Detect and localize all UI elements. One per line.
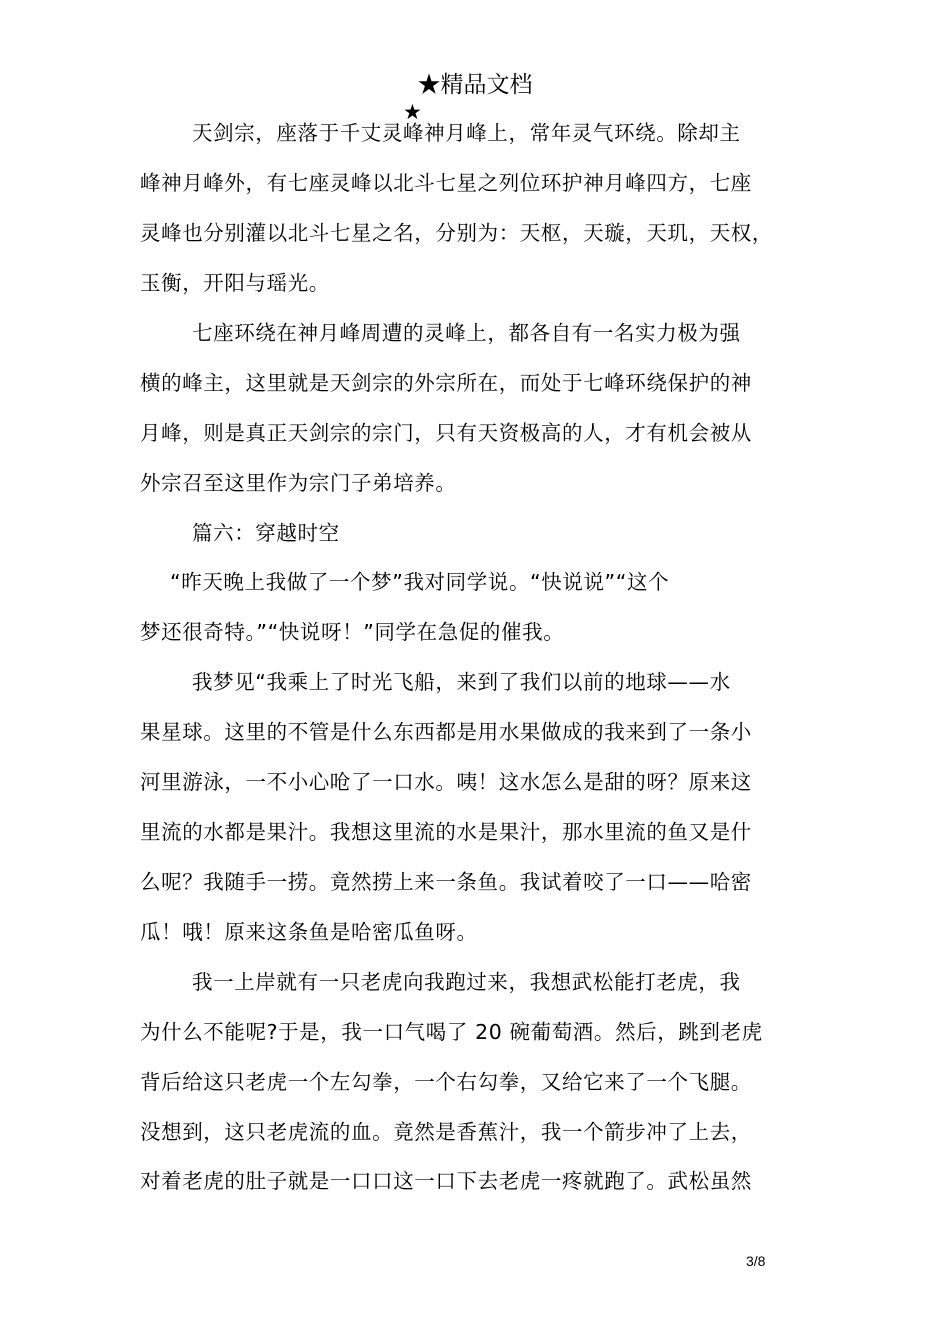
text-line: 外宗召至这里作为宗门子弟培养。 [140, 471, 457, 495]
text-line: 灵峰也分别灌以北斗七星之名，分别为：天枢，天璇，天玑，天权， [140, 221, 773, 245]
text-line: 背后给这只老虎一个左勾拳，一个右勾拳，又给它来了一个飞腿。 [140, 1070, 752, 1094]
text-line: 瓜！哦！原来这条鱼是哈密瓜鱼呀。 [140, 920, 478, 944]
star-glyph: ★ [403, 100, 422, 124]
text-line: 为什么不能呢?于是，我一口气喝了 20 碗葡萄酒。然后，跳到老虎 [140, 1020, 763, 1044]
text-line: 里流的水都是果汁。我想这里流的水是果汁，那水里流的鱼又是什 [140, 820, 752, 844]
text-line: 我一上岸就有一只老虎向我跑过来，我想武松能打老虎，我 [192, 970, 741, 994]
text-line: 我梦见“我乘上了时光飞船，来到了我们以前的地球——水 [192, 670, 731, 694]
text-line: 没想到，这只老虎流的血。竟然是香蕉汁，我一个箭步冲了上去， [140, 1120, 752, 1144]
text-line: 河里游泳，一不小心呛了一口水。咦！这水怎么是甜的呀？原来这 [140, 770, 752, 794]
text-line: 峰神月峰外，有七座灵峰以北斗七星之列位环护神月峰四方，七座 [140, 171, 752, 195]
text-line: 果星球。这里的不管是什么东西都是用水果做成的我来到了一条小 [140, 720, 752, 744]
text-line: 梦还很奇特。”“快说呀！”同学在急促的催我。 [140, 620, 565, 644]
page-number: 3/8 [746, 1253, 766, 1269]
text-line: 七座环绕在神月峰周遭的灵峰上，都各自有一名实力极为强 [192, 321, 741, 345]
text-line: “昨天晚上我做了一个梦”我对同学说。“快说说”“这个 [170, 570, 670, 594]
text-line: 月峰，则是真正天剑宗的宗门，只有天资极高的人，才有机会被从 [140, 421, 752, 445]
text-line: 玉衡，开阳与瑶光。 [140, 271, 330, 295]
text-line: 横的峰主，这里就是天剑宗的外宗所在，而处于七峰环绕保护的神 [140, 371, 752, 395]
document-header: ★精品文档 [417, 72, 533, 98]
text-line: 对着老虎的肚子就是一口口这一口下去老虎一疼就跑了。武松虽然 [140, 1169, 752, 1193]
text-line: 么呢？我随手一捞。竟然捞上来一条鱼。我试着咬了一口——哈密 [140, 870, 752, 894]
section-heading: 篇六：穿越时空 [192, 521, 340, 545]
text-line: 天剑宗，座落于千丈灵峰神月峰上，常年灵气环绕。除却主 [192, 121, 741, 145]
